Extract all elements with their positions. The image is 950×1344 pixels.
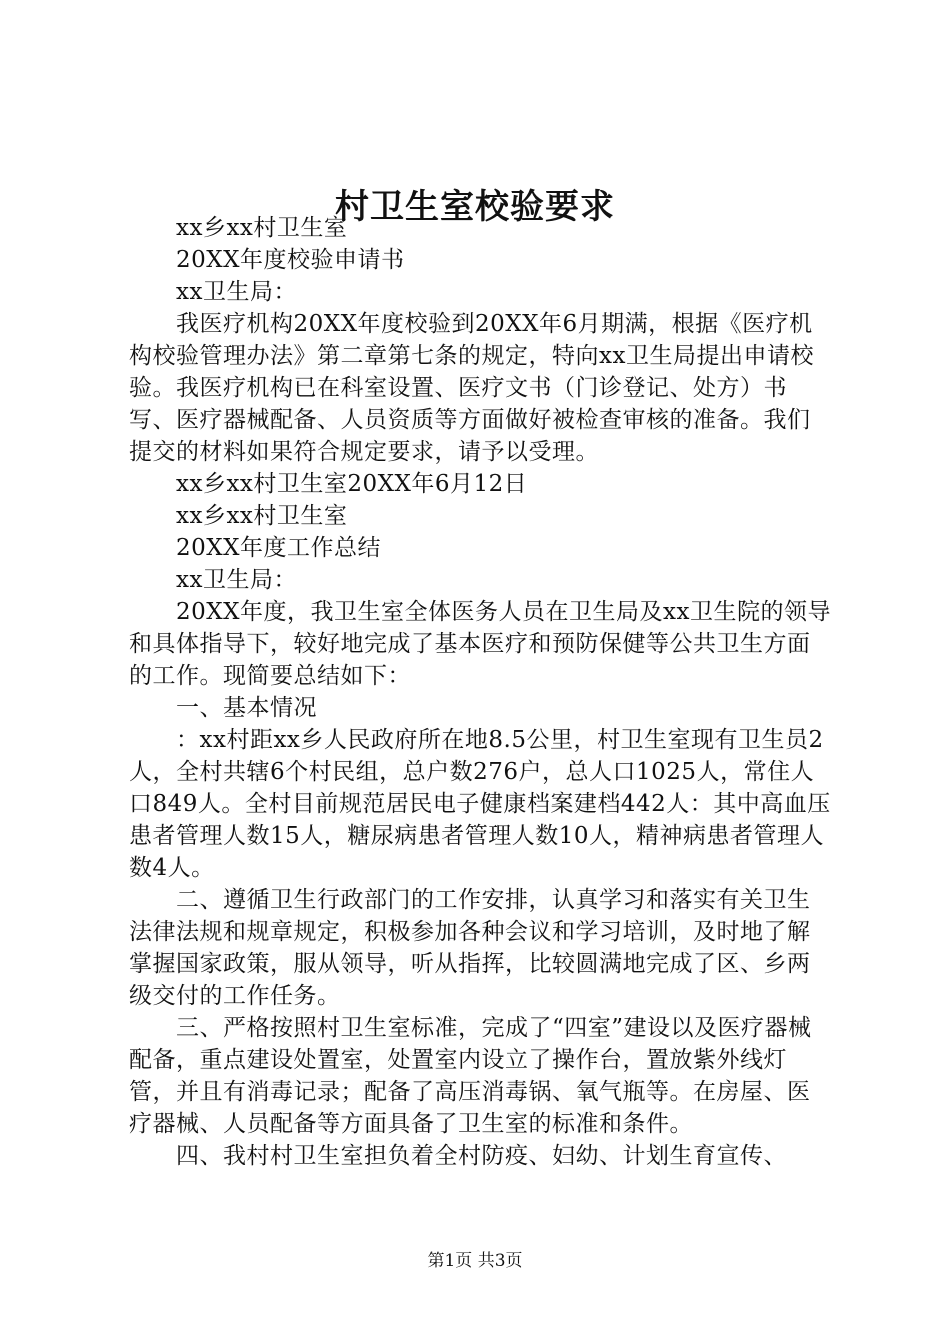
paragraph: 四、我村村卫生室担负着全村防疫、妇幼、计划生育宣传、: [176, 1143, 787, 1169]
paragraph: 20XX年度，我卫生室全体医务人员在卫生局及xx卫生院的领导和具体指导下，较好地完成了基本医疗和预防保健等公共卫生方面的工作。现简要总结如下：: [129, 599, 831, 689]
paragraph: 我医疗机构20XX年度校验到20XX年6月期满，根据《医疗机构校验管理办法》第二章第七条的规定，特向xx卫生局提出申请校验。我医疗机构已在科室设置、医疗文书（门诊登记、处方）书写、医疗器械配备、人员资质等方面做好被检查审核的准备。我们提交的材料如果符合规定要求，请予以受理。: [129, 311, 814, 465]
paragraph: 20XX年度工作总结: [176, 535, 382, 561]
document-body: [129, 212, 831, 1172]
section-heading: 一、基本情况: [176, 695, 317, 721]
paragraph: xx乡xx村卫生室20XX年6月12日: [176, 471, 528, 497]
paragraph: xx乡xx村卫生室: [176, 503, 348, 529]
paragraph: ：xx村距xx乡人民政府所在地8.5公里，村卫生室现有卫生员2人，全村共辖6个村民组，总户数276户，总人口1025人，常住人口849人。全村目前规范居民电子健康档案建档442人：其中高血压患者管理人数15人，糖尿病患者管理人数10人，精神病患者管理人数4人。: [129, 727, 831, 881]
paragraph: 20XX年度校验申请书: [176, 247, 405, 273]
document-title: 村卫生室校验要求: [335, 187, 615, 227]
paragraph: xx乡xx村卫生室: [176, 215, 348, 241]
page-footer: 第1页 共3页: [427, 1251, 523, 1271]
paragraph: xx卫生局：: [176, 567, 297, 593]
paragraph: 三、严格按照村卫生室标准，完成了“四室”建设以及医疗器械配备，重点建设处置室，处置室内设立了操作台，置放紫外线灯管，并且有消毒记录；配备了高压消毒锅、氧气瓶等。在房屋、医疗器械、人员配备等方面具备了卫生室的标准和条件。: [129, 1015, 812, 1137]
paragraph: 二、遵循卫生行政部门的工作安排，认真学习和落实有关卫生法律法规和规章规定，积极参加各种会议和学习培训，及时地了解掌握国家政策，服从领导，听从指挥，比较圆满地完成了区、乡两级交付的工作任务。: [129, 887, 811, 1009]
paragraph: xx卫生局：: [176, 279, 297, 305]
